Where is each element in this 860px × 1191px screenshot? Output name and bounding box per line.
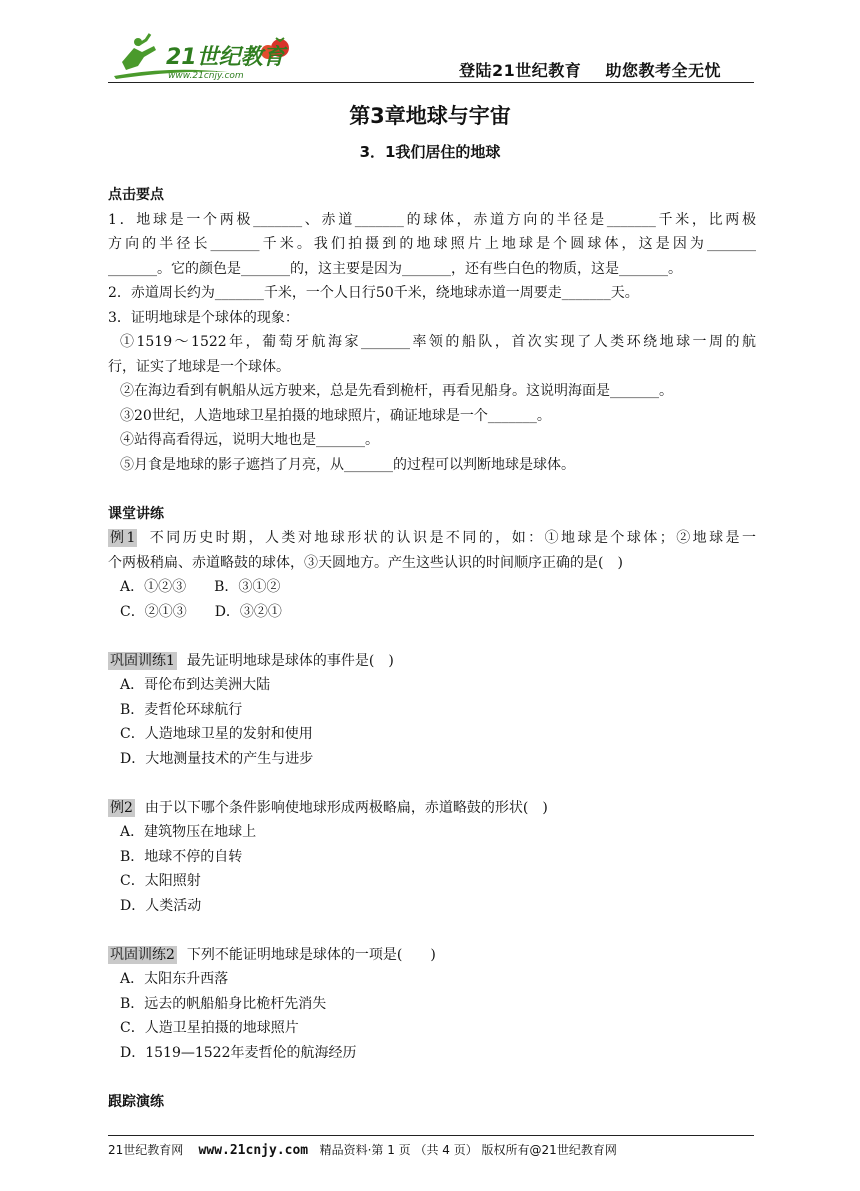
point-3-item-3: ③20世纪，人造地球卫星拍摄的地球照片，确证地球是一个_______。 (120, 407, 551, 424)
point-3-item-2: ②在海边看到有帆船从远方驶来，总是先看到桅杆，再看见船身。这说明海面是_______。 (120, 383, 673, 399)
header-slogan: 登陆21世纪教育 助您教考全无忧 (459, 61, 722, 80)
point-1-line-3: _______。它的颜色是_______的，这主要是因为_______，还有些白色的物质，这是_______。 (108, 260, 682, 277)
training-1-option: C．人造地球卫星的发射和使用 (120, 726, 313, 742)
footer-rule (108, 1135, 754, 1136)
heading-lecture: 课堂讲练 (108, 505, 164, 522)
example-1-line-2: 个两极稍扁、赤道略鼓的球体，③天圆地方。产生这些认识的时间顺序正确的是( ) (108, 554, 623, 571)
example-1-text: 不同历史时期，人类对地球形状的认识是不同的，如：①地球是个球体；②地球是一 (147, 530, 756, 546)
example-1-line-1 (108, 526, 756, 551)
point-2: 2．赤道周长约为_______千米，一个人日行50千米，绕地球赤道一周要走_______天。 (108, 285, 639, 301)
training-2-tag: 巩固训练2 (110, 946, 175, 963)
example-2-text: 由于以下哪个条件影响使地球形成两极略扁，赤道略鼓的形状( ) (144, 799, 548, 816)
example-2-tag: 例2 (110, 799, 133, 816)
training-2-option: C．人造卫星拍摄的地球照片 (120, 1020, 299, 1036)
footer-site: 21世纪教育网 (108, 1143, 184, 1157)
training-2-option: D．1519—1522年麦哲伦的航海经历 (120, 1044, 357, 1061)
point-1-line-2: 方向的半径长_______千米。我们拍摄到的地球照片上地球是个圆球体，这是因为_______ (108, 236, 756, 252)
point-1-line-1: 1．地球是一个两极_______、赤道_______的球体，赤道方向的半径是_______千米，比两极 (108, 211, 756, 228)
footer-page-info: 精品资料·第 1 页 （共 4 页） 版权所有@21世纪教育网 (319, 1143, 617, 1157)
site-logo (108, 32, 308, 82)
chapter-title: 第3章地球与宇宙 (349, 104, 511, 128)
point-3-item-1-line-2: 行，证实了地球是一个球体。 (108, 358, 290, 375)
training-1-text: 最先证明地球是球体的事件是( ) (186, 652, 394, 669)
logo-url-text: www.21cnjy.com (168, 71, 244, 81)
page-footer (108, 1141, 756, 1158)
training-2-option: A．太阳东升西落 (120, 971, 229, 987)
document-body (108, 183, 756, 1114)
training-2-text: 下列不能证明地球是球体的一项是( ) (186, 946, 436, 963)
point-3: 3．证明地球是个球体的现象： (108, 309, 299, 326)
heading-practice: 跟踪演练 (108, 1093, 164, 1110)
example-1-tag: 例1 (110, 530, 136, 546)
point-3-item-1-line-1: ①1519～1522年，葡萄牙航海家_______率领的船队，首次实现了人类环绕地球一周的航 (120, 334, 756, 350)
training-1-tag: 巩固训练1 (110, 652, 175, 669)
example-2-option: D．人类活动 (120, 897, 202, 914)
example-1-options-row-1: A．①②③ B．③①② (120, 579, 281, 595)
example-2-option: A．建筑物压在地球上 (120, 824, 257, 840)
point-3-item-4: ④站得高看得远，说明大地也是_______。 (120, 432, 379, 448)
training-2-option: B．远去的帆船船身比桅杆先消失 (120, 995, 327, 1012)
training-2-question (108, 943, 756, 968)
heading-points: 点击要点 (108, 187, 164, 203)
example-1-options-row-2: C．②①③ D．③②① (120, 603, 282, 620)
training-1-option: D．大地测量技术的产生与进步 (120, 750, 314, 767)
logo-text: 21世纪教育 (166, 45, 285, 70)
example-2-option: B．地球不停的自转 (120, 848, 243, 865)
header-rule (108, 82, 754, 83)
example-2-option: C．太阳照射 (120, 873, 201, 889)
training-1-question (108, 649, 756, 674)
example-2-question (108, 796, 756, 821)
section-title: 3．1我们居住的地球 (359, 143, 501, 161)
training-1-option: B．麦哲伦环球航行 (120, 701, 243, 718)
point-3-item-5: ⑤月食是地球的影子遮挡了月亮，从_______的过程可以判断地球是球体。 (120, 456, 575, 473)
footer-url[interactable]: www.21cnjy.com (198, 1143, 309, 1158)
training-1-option: A．哥伦布到达美洲大陆 (120, 677, 271, 693)
